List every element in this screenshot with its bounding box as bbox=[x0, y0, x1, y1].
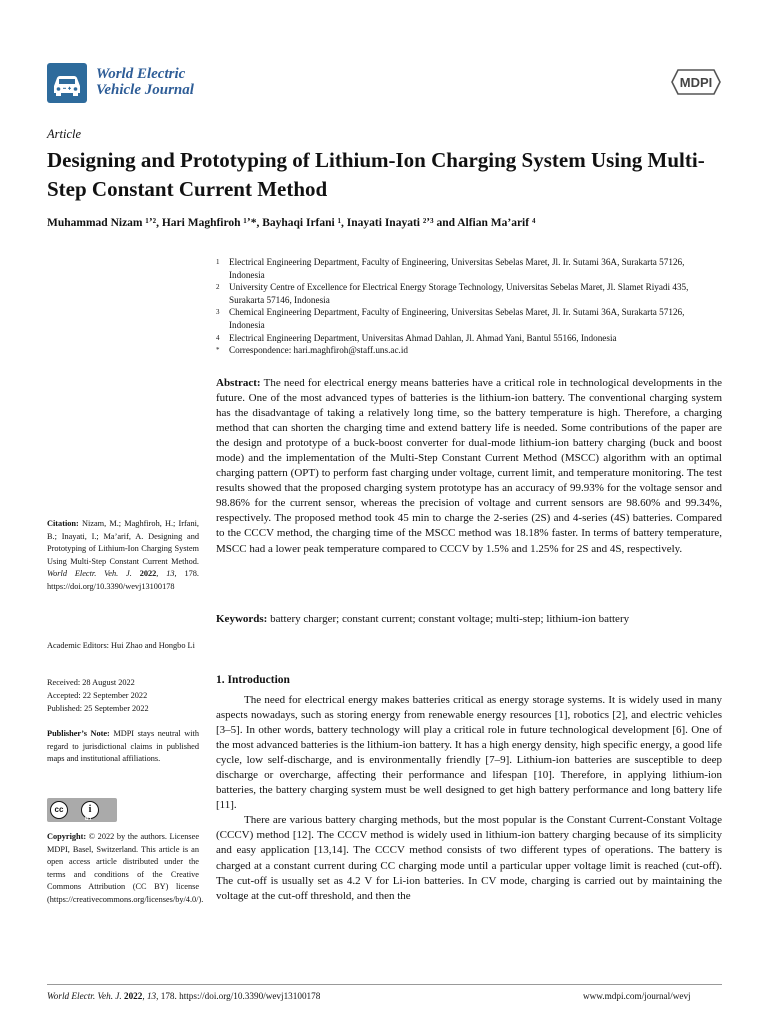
copyright-notice bbox=[47, 831, 204, 906]
mdpi-logo bbox=[670, 68, 722, 101]
journal-name-line1: World Electric bbox=[96, 66, 186, 82]
cc-icon: cc bbox=[50, 801, 68, 819]
affiliation-item bbox=[216, 344, 716, 357]
keywords-label: Keywords: bbox=[216, 613, 268, 625]
affiliation-text: Electrical Engineering Department, Universitas Ahmad Dahlan, Jl. Ahmad Yani, Bantul 55166, Indonesia bbox=[229, 332, 617, 343]
footer-journal: World Electr. Veh. J. bbox=[47, 991, 122, 1001]
affiliation-item bbox=[216, 281, 716, 306]
affiliation-text: Chemical Engineering Department, Faculty of Engineering, Universitas Sebelas Maret, Jl. Ir. Sutami 36A, Surakarta 57126, Indonesia bbox=[229, 307, 685, 330]
paragraph: There are various battery charging methods, but the most popular is the Constant Current-Constant Voltage (CCCV) method [12]. The CCCV method is widely used in lithium-ion battery charging because of its simplicity and easy application [13,14]. The CCCV method consists of two different types of operations. The battery is charged at a constant current during CC charging mode until a particular upper voltage limit is reached (cut-off). The cut-off is usually set as 4.2 V for Li-ion batteries. In CV mode, charging is carried out by maintaining the voltage at the cut-off threshold, and then the bbox=[216, 814, 722, 902]
footer-citation: World Electr. Veh. J. 2022, 13, 178. https://doi.org/10.3390/wevj13100178 bbox=[47, 991, 321, 1001]
cc-by-license-badge[interactable] bbox=[47, 798, 117, 822]
keywords bbox=[216, 612, 722, 627]
published-date: Published: 25 September 2022 bbox=[47, 704, 149, 713]
affiliation-item bbox=[216, 332, 716, 345]
accepted-date: Accepted: 22 September 2022 bbox=[47, 691, 148, 700]
article-type: Article bbox=[47, 127, 82, 141]
received-date: Received: 28 August 2022 bbox=[47, 678, 135, 687]
citation-text: Nizam, M.; Maghfiroh, H.; Irfani, B.; Inayati, I.; Ma’arif, A. Designing and Prototyping of Lithium-Ion Charging System Using Multi-Step Constant Current Method. bbox=[47, 519, 199, 566]
citation-label: Citation: bbox=[47, 519, 79, 528]
publisher-note bbox=[47, 728, 199, 766]
affiliations bbox=[216, 256, 716, 357]
attribution-person-icon: i bbox=[81, 801, 99, 819]
paper-title: Designing and Prototyping of Lithium-Ion Charging System Using Multi-Step Constant Current Method bbox=[47, 148, 705, 201]
affiliation-marker: 4 bbox=[216, 333, 220, 342]
cc-by-label: BY bbox=[85, 816, 92, 822]
citation-block: Citation: Nizam, M.; Maghfiroh, H.; Irfani, B.; Inayati, I.; Ma’arif, A. Designing and Prototyping of Lithium-Ion Charging System Using Multi-Step Constant Current Method. World Electr. Veh. J. 2022, 13, 178. https://doi.org/10.3390/wevj13100178 bbox=[47, 519, 199, 591]
affiliation-marker: 2 bbox=[216, 283, 220, 292]
affiliation-item bbox=[216, 306, 716, 331]
mdpi-logo-text: MDPI bbox=[679, 75, 713, 90]
introduction-body bbox=[216, 693, 722, 904]
citation-doi[interactable]: 178. https://doi.org/10.3390/wevj13100178 bbox=[47, 569, 199, 591]
abstract-text: The need for electrical energy means batteries have a critical role in technological developments in the future. One of the most advanced types of batteries is the lithium-ion battery. The conventional charging system has the disadvantage of taking a relatively long time, so the battery temperature is high. Therefore, a charging method that can shorten the charging time and extend battery life is needed. Some contributions of the paper are the design and prototype of a buck-boost converter for dual-mode lithium-ion battery charging (buck and boost mode) and the implementation of the Multi-Step Constant Current Method (MSCC) algorithm with an optimal charging pattern (OPT) to perform fast charging under voltage, current limit, and temperature monitoring. The test results showed that the proposed charging system prototype has an accuracy of 99.93% for the voltage sensor and 98.86% for the current sensor, whereas the precision of voltage and current sensors are 98.60% and 99.34%, respectively. The proposed method took 45 min to charge the 2-series (2S) and 4-series (4S) batteries. Compared to the CCCV method, the charging time of the MSCC method was 18.18% faster. In terms of battery temperature, MSCC had a lower peak temperature compared to CCCV by 1.5% and 1.25% for 2S and 4S, respectively. bbox=[216, 377, 722, 555]
citation-volume: 13 bbox=[166, 569, 175, 578]
journal-logo-icon bbox=[47, 63, 87, 103]
citation-journal: World Electr. Veh. J. bbox=[47, 569, 132, 578]
affiliation-item bbox=[216, 256, 716, 281]
paragraph: The need for electrical energy makes batteries critical as energy storage systems. It is widely used in many aspects nowadays, such as storing energy from renewable energy resources [1], robotics [2], and electric vehicles [3–5]. In other words, battery technology will play a critical role in future technological development [6]. One of the most advanced batteries is the lithium-ion battery. It has a high energy density, high specific energy, a good life cycle, low self-discharge, and is environmentally friendly [7–9]. Lithium-ion batteries are susceptible to deep discharge or overcharge, affecting their performance and lifespan [10]. Therefore, in applying lithium-ion batteries, the battery charging system must be well designed to get high battery performance and long battery life [11]. bbox=[216, 694, 722, 812]
keywords-text: battery charger; constant current; constant voltage; multi-step; lithium-ion battery bbox=[270, 613, 630, 625]
journal-name-line2: Vehicle Journal bbox=[96, 82, 194, 98]
affiliation-text: Electrical Engineering Department, Faculty of Engineering, Universitas Sebelas Maret, Jl. Ir. Sutami 36A, Surakarta 57126, Indonesia bbox=[229, 257, 685, 280]
affiliation-marker: 3 bbox=[216, 308, 220, 317]
footer-volume: 13 bbox=[146, 991, 157, 1001]
academic-editors: Academic Editors: Hui Zhao and Hongbo Li bbox=[47, 641, 195, 650]
journal-name bbox=[96, 66, 194, 98]
abstract bbox=[216, 376, 722, 557]
abstract-label: Abstract: bbox=[216, 377, 261, 389]
footer-divider bbox=[47, 984, 722, 985]
affiliation-marker: * bbox=[216, 346, 220, 355]
footer-year: 2022 bbox=[123, 991, 143, 1001]
affiliation-marker: 1 bbox=[216, 258, 220, 266]
copyright-text: © 2022 by the authors. Licensee MDPI, Basel, Switzerland. This article is an open access article distributed under the terms and conditions of the Creative Commons Attribution (CC BY) license (https://creativecommons.org/licenses/by/4.0/). bbox=[47, 832, 204, 904]
correspondence-text: Correspondence: hari.maghfiroh@staff.uns.ac.id bbox=[229, 345, 408, 356]
author-list: Muhammad Nizam ¹ʼ², Hari Maghfiroh ¹ʼ*, Bayhaqi Irfani ¹, Inayati Inayati ²ʼ³ and Alfian Ma’arif ⁴ bbox=[47, 217, 536, 229]
publisher-note-label: Publisher’s Note: bbox=[47, 729, 110, 738]
copyright-label: Copyright: bbox=[47, 832, 87, 841]
affiliation-text: University Centre of Excellence for Electrical Energy Storage Technology, Universitas Sebelas Maret, Jl. Slamet Riyadi 435, Surakarta 57146, Indonesia bbox=[229, 282, 689, 305]
footer-doi[interactable]: , 178. https://doi.org/10.3390/wevj13100178 bbox=[156, 991, 321, 1001]
section-heading-introduction: 1. Introduction bbox=[216, 674, 290, 686]
footer-journal-url[interactable]: www.mdpi.com/journal/wevj bbox=[583, 991, 691, 1001]
publisher-note-text: MDPI stays neutral with regard to jurisdictional claims in published maps and institutional affiliations. bbox=[47, 729, 199, 763]
citation-year: 2022 bbox=[139, 569, 157, 578]
